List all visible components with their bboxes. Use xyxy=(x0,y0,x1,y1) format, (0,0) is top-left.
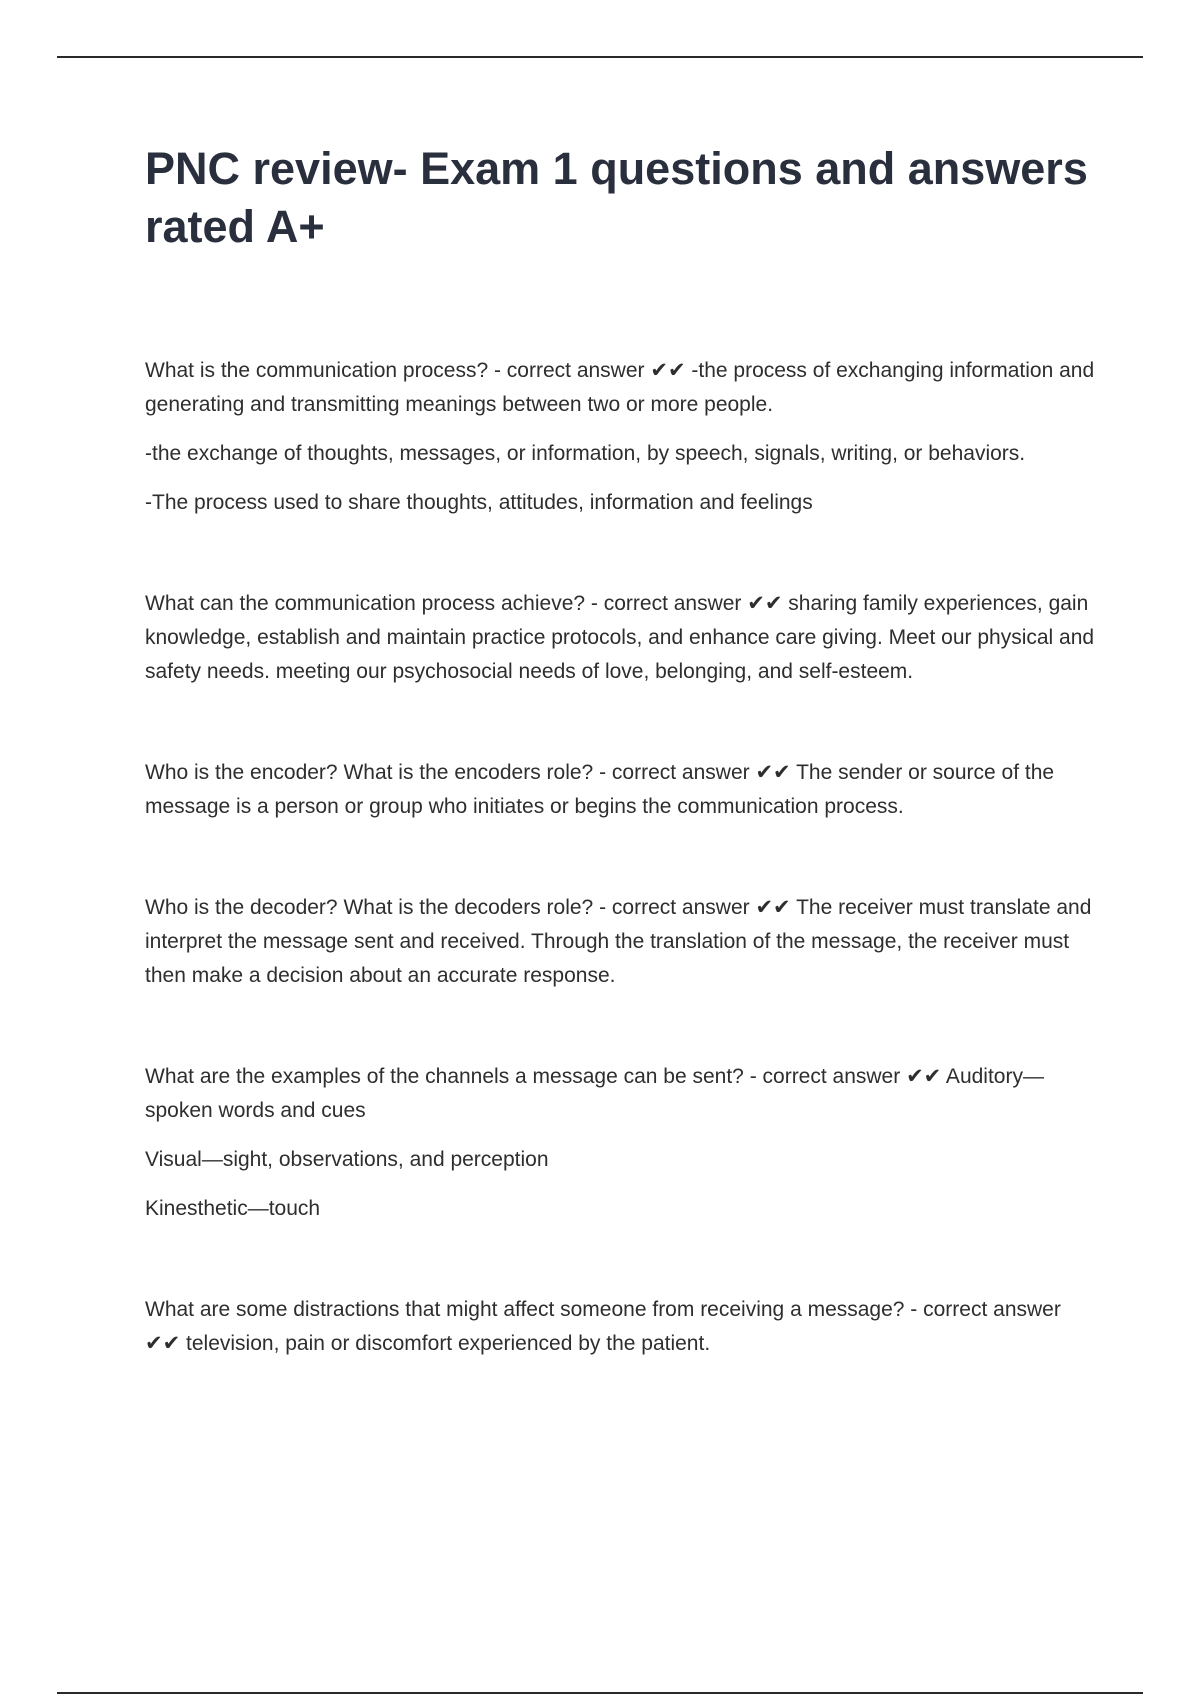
qa-item xyxy=(145,354,1095,520)
qa-item xyxy=(145,891,1095,993)
qa-paragraph: -The process used to share thoughts, attitudes, information and feelings xyxy=(145,491,813,514)
qa-list xyxy=(145,354,1095,1361)
qa-item xyxy=(145,756,1095,824)
document-body xyxy=(145,140,1095,1428)
bottom-rule xyxy=(57,1692,1143,1694)
qa-paragraph: What is the communication process? - correct answer ✔✔ -the process of exchanging information and generating and transmitting meanings between two or more people. xyxy=(145,359,1095,416)
qa-item xyxy=(145,1293,1095,1361)
qa-paragraph: What are some distractions that might affect someone from receiving a message? - correct answer ✔✔ television, pain or discomfort experienced by the patient. xyxy=(145,1298,1061,1355)
qa-paragraph: Who is the encoder? What is the encoders role? - correct answer ✔✔ The sender or source of the message is a person or group who initiates or begins the communication process. xyxy=(145,761,1055,818)
document-title: PNC review- Exam 1 questions and answers rated A+ xyxy=(145,143,1088,252)
qa-paragraph: Visual—sight, observations, and perception xyxy=(145,1148,549,1171)
qa-paragraph: Kinesthetic—touch xyxy=(145,1197,321,1220)
top-rule xyxy=(57,56,1143,58)
qa-item xyxy=(145,1060,1095,1226)
qa-paragraph: What are the examples of the channels a message can be sent? - correct answer ✔✔ Auditory—spoken words and cues xyxy=(145,1065,1044,1122)
qa-paragraph: Who is the decoder? What is the decoders role? - correct answer ✔✔ The receiver must translate and interpret the message sent and received. Through the translation of the message, the receiver must then make a decision about an accurate response. xyxy=(145,896,1092,987)
qa-paragraph: -the exchange of thoughts, messages, or information, by speech, signals, writing, or behaviors. xyxy=(145,442,1026,465)
qa-item xyxy=(145,587,1095,689)
qa-paragraph: What can the communication process achieve? - correct answer ✔✔ sharing family experiences, gain knowledge, establish and maintain practice protocols, and enhance care giving. Meet our physical and safety needs. meeting our psychosocial needs of love, belonging, and self-esteem. xyxy=(145,592,1095,683)
